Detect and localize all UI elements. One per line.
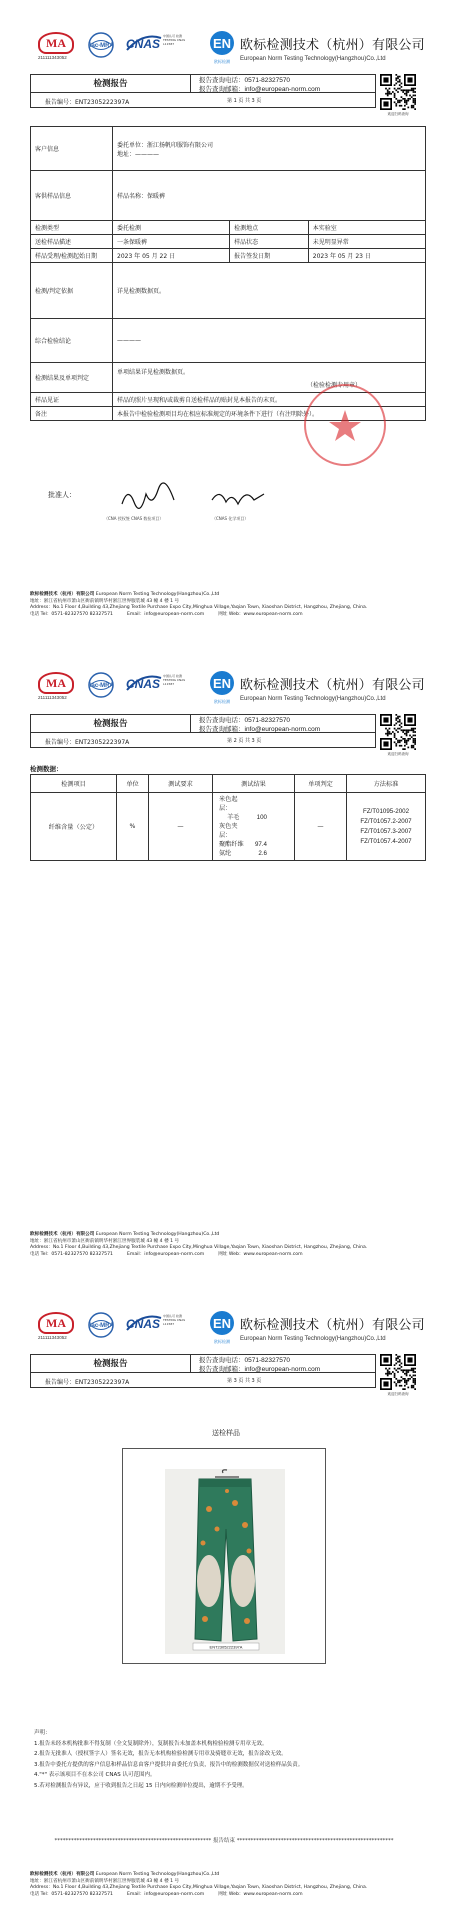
footer-address-cn: 浙江省杭州市萧山区衙前镇明华村浙江世界服装城 43 幢 4 楼 1 号 <box>43 1238 180 1244</box>
method-standard: FZ/T01095-2002 <box>362 807 410 815</box>
footer-address-cn: 浙江省杭州市萧山区衙前镇明华村浙江世界服装城 43 幢 4 楼 1 号 <box>43 598 180 604</box>
company-name <box>240 1314 440 1342</box>
en-logo-sub: 欧标检测 <box>214 59 230 64</box>
footer-address-cn-label: 地址： <box>30 598 44 604</box>
qr-code[interactable] <box>380 1354 416 1390</box>
report-title: 检测报告 <box>31 715 191 733</box>
results-label: 检测结果及单项判定 <box>31 363 113 393</box>
phone-label: 报告查询电话： <box>199 1356 245 1364</box>
statement-item: 2.报告无批准人（授权签字人）签名无效，报告无本机构检验检测专用章及骑缝章无效，报告涂改无效。 <box>34 1751 287 1757</box>
company-name-en: European Norm Testing Technology(Hangzhou)Co.,Ltd <box>240 56 386 62</box>
cma-number: 211111343052 <box>38 695 67 700</box>
table-row <box>31 793 426 861</box>
sample-desc-value: 一条保暖裤 <box>113 235 230 249</box>
svg-text:EN: EN <box>212 676 232 691</box>
footer-web-link[interactable]: www.european-norm.com <box>243 611 303 617</box>
report-number-label: 报告编号： <box>45 739 76 746</box>
page-footer <box>30 1232 430 1258</box>
svg-text:CNAS: CNAS <box>126 1317 161 1331</box>
report-header <box>30 28 430 68</box>
report-number-value: ENT2305222397A <box>75 99 130 106</box>
en-logo-sub: 欧标检测 <box>214 699 230 704</box>
report-number-label: 报告编号： <box>45 1379 76 1386</box>
footer-tel: 0571-82327570 82327571 <box>51 1891 113 1897</box>
company-name-cn: 欧标检测技术（杭州）有限公司 <box>240 1318 425 1333</box>
qr-caption: 欢迎扫码查询 <box>387 1392 409 1396</box>
client-label: 客户信息 <box>31 127 113 171</box>
en-logo <box>207 670 237 706</box>
footer-web-link[interactable]: www.european-norm.com <box>243 1891 303 1897</box>
client-name: 委托单位：浙江扬帆印服饰有限公司 <box>117 141 214 149</box>
footer-company-en: European Norm Testing Technology(Hangzhou)Co.,Ltd <box>95 1232 220 1237</box>
email-label: 报告查询邮箱： <box>199 1365 245 1373</box>
ilac-mra-logo <box>84 1312 118 1338</box>
report-page-1 <box>0 0 452 640</box>
approver-label: 批准人： <box>48 491 76 499</box>
report-contact <box>199 76 320 94</box>
report-end-line: ********************************************************* 报告结束 ********************************************************* <box>54 1838 394 1844</box>
method-standard: FZ/T01057.4-2007 <box>360 837 412 845</box>
company-name-en: European Norm Testing Technology(Hangzhou)Co.,Ltd <box>240 696 386 702</box>
statement-item: 1.报告未经本机构批准不得复制（全文复制除外），复制报告未加盖本机构检验检测专用章无效。 <box>34 1740 268 1747</box>
issue-date-label: 报告签发日期 <box>230 249 309 263</box>
email-link[interactable]: info@european-norm.com <box>244 86 321 93</box>
qr-code[interactable] <box>380 74 416 110</box>
page-footer <box>30 1872 430 1898</box>
footer-address-en-label: Address： <box>30 1885 53 1890</box>
report-number-value: ENT2305222397A <box>75 1379 130 1386</box>
page-number: 第 3 页 共 3 页 <box>227 1378 262 1384</box>
footer-email-label: Email： <box>126 1251 145 1257</box>
result-key: 灰色夹层： <box>219 823 238 839</box>
footer-company-cn: 欧标检测技术（杭州）有限公司 <box>30 1872 95 1877</box>
sample-note-value: 样品的照片呈现和/或裁剪自送检样品的贴封见本报告的末页。 <box>113 393 426 407</box>
cell-item: 纤维含量（公定） <box>31 793 117 861</box>
receive-date-label: 样品受理/检测起始日期 <box>31 249 113 263</box>
cma-logo: MA 211111343052 <box>38 32 78 60</box>
cell-verdict: — <box>295 793 347 861</box>
svg-text:CNAS: CNAS <box>126 677 161 691</box>
email-label: 报告查询邮箱： <box>199 85 245 93</box>
result-key: 聚酯纤维 <box>219 841 244 848</box>
remark-value: 本报告中检验检测项目均在相应标准规定的环境条件下进行（有注明除外）。 <box>113 407 426 421</box>
client-info <box>113 127 426 171</box>
report-title: 检测报告 <box>31 75 191 93</box>
statement-item: 3.报告中委托方提供的客户信息和样品信息由客户提供并由委托方负责，报告中的检测数据仅对送检样品负责。 <box>34 1761 304 1768</box>
footer-address-en: No.1 Floor 4,Building 43,Zhejiang Textile Purchase Expo City,Minghua Village,Yaqian Town, Xiaoshan District, Hangzhou, Zhejiang, China. <box>52 605 368 610</box>
svg-text:EN: EN <box>212 1316 232 1331</box>
footer-tel: 0571-82327570 82327571 <box>51 611 113 617</box>
phone-value: 0571-82327570 <box>244 717 291 724</box>
col-header-verdict: 单项判定 <box>295 775 347 793</box>
basis-label: 检测/判定依据 <box>31 263 113 319</box>
cell-method <box>347 793 426 861</box>
footer-email-label: Email： <box>126 611 145 617</box>
cma-number: 211111343052 <box>38 55 67 60</box>
report-title: 检测报告 <box>31 1355 191 1373</box>
signature-block <box>48 480 408 530</box>
report-contact <box>199 716 320 734</box>
test-type-label: 检测类型 <box>31 221 113 235</box>
footer-company-cn: 欧标检测技术（杭州）有限公司 <box>30 592 95 597</box>
report-title-bar <box>30 74 376 108</box>
seal-note: （检验检测专用章） <box>306 381 361 389</box>
sample-label: 客供样品信息 <box>31 171 113 221</box>
report-header <box>30 668 430 708</box>
cnas-side-text: 中国认可 检测 TESTING CNAS L11587 <box>163 1314 186 1326</box>
en-logo-sub: 欧标检测 <box>214 1339 230 1344</box>
cnas-logo <box>125 32 186 58</box>
footer-tel-label: 电话 Tel： <box>30 1251 52 1257</box>
statement-block <box>34 1728 414 1791</box>
footer-address-en-label: Address： <box>30 605 53 610</box>
report-number <box>45 97 129 106</box>
method-standard: FZ/T01057.2-2007 <box>360 817 412 825</box>
footer-email[interactable]: info@european-norm.com <box>144 1891 205 1897</box>
footer-email[interactable]: info@european-norm.com <box>144 611 205 617</box>
sample-photo-caption: 送检样品 <box>212 1429 240 1437</box>
sample-status-label: 样品状态 <box>230 235 309 249</box>
result-value <box>247 795 267 813</box>
footer-company-en: European Norm Testing Technology(Hangzhou)Co.,Ltd <box>95 592 220 597</box>
cnas-side-text: 中国认可 检测 TESTING CNAS L11587 <box>163 34 186 46</box>
report-contact <box>199 1356 320 1374</box>
remark-label: 备注 <box>31 407 113 421</box>
test-type-value: 委托检测 <box>113 221 230 235</box>
test-location-value: 本实验室 <box>308 221 425 235</box>
report-number <box>45 1377 129 1386</box>
test-data-table <box>30 774 426 861</box>
report-number <box>45 737 129 746</box>
report-info-table <box>30 126 426 421</box>
ilac-mra-logo <box>84 672 118 698</box>
statement-title: 声明： <box>34 1730 51 1736</box>
result-value: 100 <box>256 814 267 821</box>
footer-tel-label: 电话 Tel： <box>30 611 52 617</box>
col-header-result: 测试结果 <box>213 775 295 793</box>
footer-address-cn: 浙江省杭州市萧山区衙前镇明华村浙江世界服装城 43 幢 4 楼 1 号 <box>43 1878 180 1884</box>
qr-caption: 欢迎扫码查询 <box>387 112 409 116</box>
result-key: 米色起层： <box>219 796 238 812</box>
result-key: 氨纶 <box>219 850 232 857</box>
phone-value: 0571-82327570 <box>244 77 291 84</box>
result-value <box>247 822 267 840</box>
conclusion-label: 综合检验结论 <box>31 319 113 363</box>
footer-web-label: 网址 Web： <box>218 1891 244 1897</box>
pants-image <box>165 1469 285 1654</box>
company-name-cn: 欧标检测技术（杭州）有限公司 <box>240 678 425 693</box>
footer-address-en: No.1 Floor 4,Building 43,Zhejiang Textile Purchase Expo City,Minghua Village,Yaqian Town, Xiaoshan District, Hangzhou, Zhejiang, China. <box>52 1245 368 1250</box>
result-value: 97.4 <box>254 841 267 848</box>
results-value: 单项结果详见检测数据页。 <box>117 368 190 376</box>
footer-address-en-label: Address： <box>30 1245 53 1250</box>
report-number-label: 报告编号： <box>45 99 76 106</box>
report-title-bar <box>30 714 376 748</box>
cma-number: 211111343052 <box>38 1335 67 1340</box>
signature-2 <box>208 482 268 512</box>
cma-logo: MA 211111343052 <box>38 1312 78 1340</box>
report-number-value: ENT2305222397A <box>75 739 130 746</box>
method-standard: FZ/T01057.3-2007 <box>360 827 412 835</box>
footer-address-en: No.1 Floor 4,Building 43,Zhejiang Textile Purchase Expo City,Minghua Village,Yaqian Town, Xiaoshan District, Hangzhou, Zhejiang, China. <box>52 1885 368 1890</box>
footer-web-label: 网址 Web： <box>218 1251 244 1257</box>
cma-logo: MA 211111343052 <box>38 672 78 700</box>
qr-caption: 欢迎扫码查询 <box>387 752 409 756</box>
company-name-cn: 欧标检测技术（杭州）有限公司 <box>240 38 425 53</box>
footer-tel: 0571-82327570 82327571 <box>51 1251 113 1257</box>
report-title-bar <box>30 1354 376 1388</box>
en-logo <box>207 1310 237 1346</box>
col-header-item: 检测项目 <box>31 775 117 793</box>
col-header-method: 方法标准 <box>347 775 426 793</box>
company-name-en: European Norm Testing Technology(Hangzhou)Co.,Ltd <box>240 1336 386 1342</box>
test-location-label: 检测地点 <box>230 221 309 235</box>
basis-value: 详见检测数据页。 <box>113 263 426 319</box>
data-section-title: 检测数据： <box>30 765 63 773</box>
email-label: 报告查询邮箱： <box>199 725 245 733</box>
svg-text:ilac-MRA: ilac-MRA <box>88 1323 114 1329</box>
footer-company-en: European Norm Testing Technology(Hangzhou)Co.,Ltd <box>95 1872 220 1877</box>
report-page-3 <box>0 1280 452 1920</box>
svg-text:EN: EN <box>212 36 232 51</box>
statement-item: 5.若对检测报告有异议，应于收到报告之日起 15 日内向检测单位提出，逾期不予受理。 <box>34 1782 248 1789</box>
sample-note-label: 样品见证 <box>31 393 113 407</box>
result-key: 羊毛 <box>227 814 240 821</box>
footer-address-cn-label: 地址： <box>30 1238 44 1244</box>
phone-label: 报告查询电话： <box>199 76 245 84</box>
cell-result <box>213 793 295 861</box>
receive-date-value: 2023 年 05 月 22 日 <box>113 249 230 263</box>
issue-date-value: 2023 年 05 月 23 日 <box>308 249 425 263</box>
en-logo <box>207 30 237 66</box>
cell-requirement: — <box>149 793 213 861</box>
email-link[interactable]: info@european-norm.com <box>244 726 321 733</box>
col-header-unit: 单位 <box>117 775 149 793</box>
footer-email-label: Email： <box>126 1891 145 1897</box>
svg-text:ilac-MRA: ilac-MRA <box>88 43 114 49</box>
page-number: 第 2 页 共 3 页 <box>227 738 262 744</box>
footer-web-label: 网址 Web： <box>218 611 244 617</box>
phone-value: 0571-82327570 <box>244 1357 291 1364</box>
svg-text:ilac-MRA: ilac-MRA <box>88 683 114 689</box>
company-name <box>240 34 440 62</box>
page-number: 第 1 页 共 3 页 <box>227 98 262 104</box>
result-value: 2.6 <box>258 850 267 857</box>
sample-status-value: 未见明显异常 <box>308 235 425 249</box>
ilac-mra-logo <box>84 32 118 58</box>
sample-photo-tag: ENT2305222397A <box>209 1644 243 1650</box>
report-end-text: 报告结束 <box>212 1838 235 1844</box>
footer-company-cn: 欧标检测技术（杭州）有限公司 <box>30 1232 95 1237</box>
footer-address-cn-label: 地址： <box>30 1878 44 1884</box>
signature-caption-1: （CNA 授权签 CNAS 数检项目） <box>104 516 164 521</box>
client-address: 地址：———— <box>117 150 160 158</box>
statement-item: 4."*" 表示该项目不在本公司 CNAS 认可范围内。 <box>34 1772 156 1778</box>
phone-label: 报告查询电话： <box>199 716 245 724</box>
report-header <box>30 1308 430 1348</box>
signature-1 <box>118 482 178 512</box>
email-link[interactable]: info@european-norm.com <box>244 1366 321 1373</box>
company-name <box>240 674 440 702</box>
cell-unit: % <box>117 793 149 861</box>
qr-code[interactable] <box>380 714 416 750</box>
cnas-logo <box>125 672 186 698</box>
sample-photo-frame <box>122 1448 326 1664</box>
col-header-requirement: 测试要求 <box>149 775 213 793</box>
sample-value: 样品名称：保暖裤 <box>113 171 426 221</box>
page-footer <box>30 592 430 618</box>
sample-desc-label: 送检样品描述 <box>31 235 113 249</box>
report-page-2 <box>0 640 452 1280</box>
cnas-side-text: 中国认可 检测 TESTING CNAS L11587 <box>163 674 186 686</box>
svg-text:CNAS: CNAS <box>126 37 161 51</box>
official-seal-stamp <box>300 380 390 470</box>
footer-web-link[interactable]: www.european-norm.com <box>243 1251 303 1257</box>
footer-email[interactable]: info@european-norm.com <box>144 1251 205 1257</box>
footer-tel-label: 电话 Tel： <box>30 1891 52 1897</box>
sample-photo <box>165 1469 285 1654</box>
cnas-logo <box>125 1312 186 1338</box>
signature-caption-2: （CNAS 化学项目） <box>212 516 249 521</box>
conclusion-value: ———— <box>113 319 426 363</box>
